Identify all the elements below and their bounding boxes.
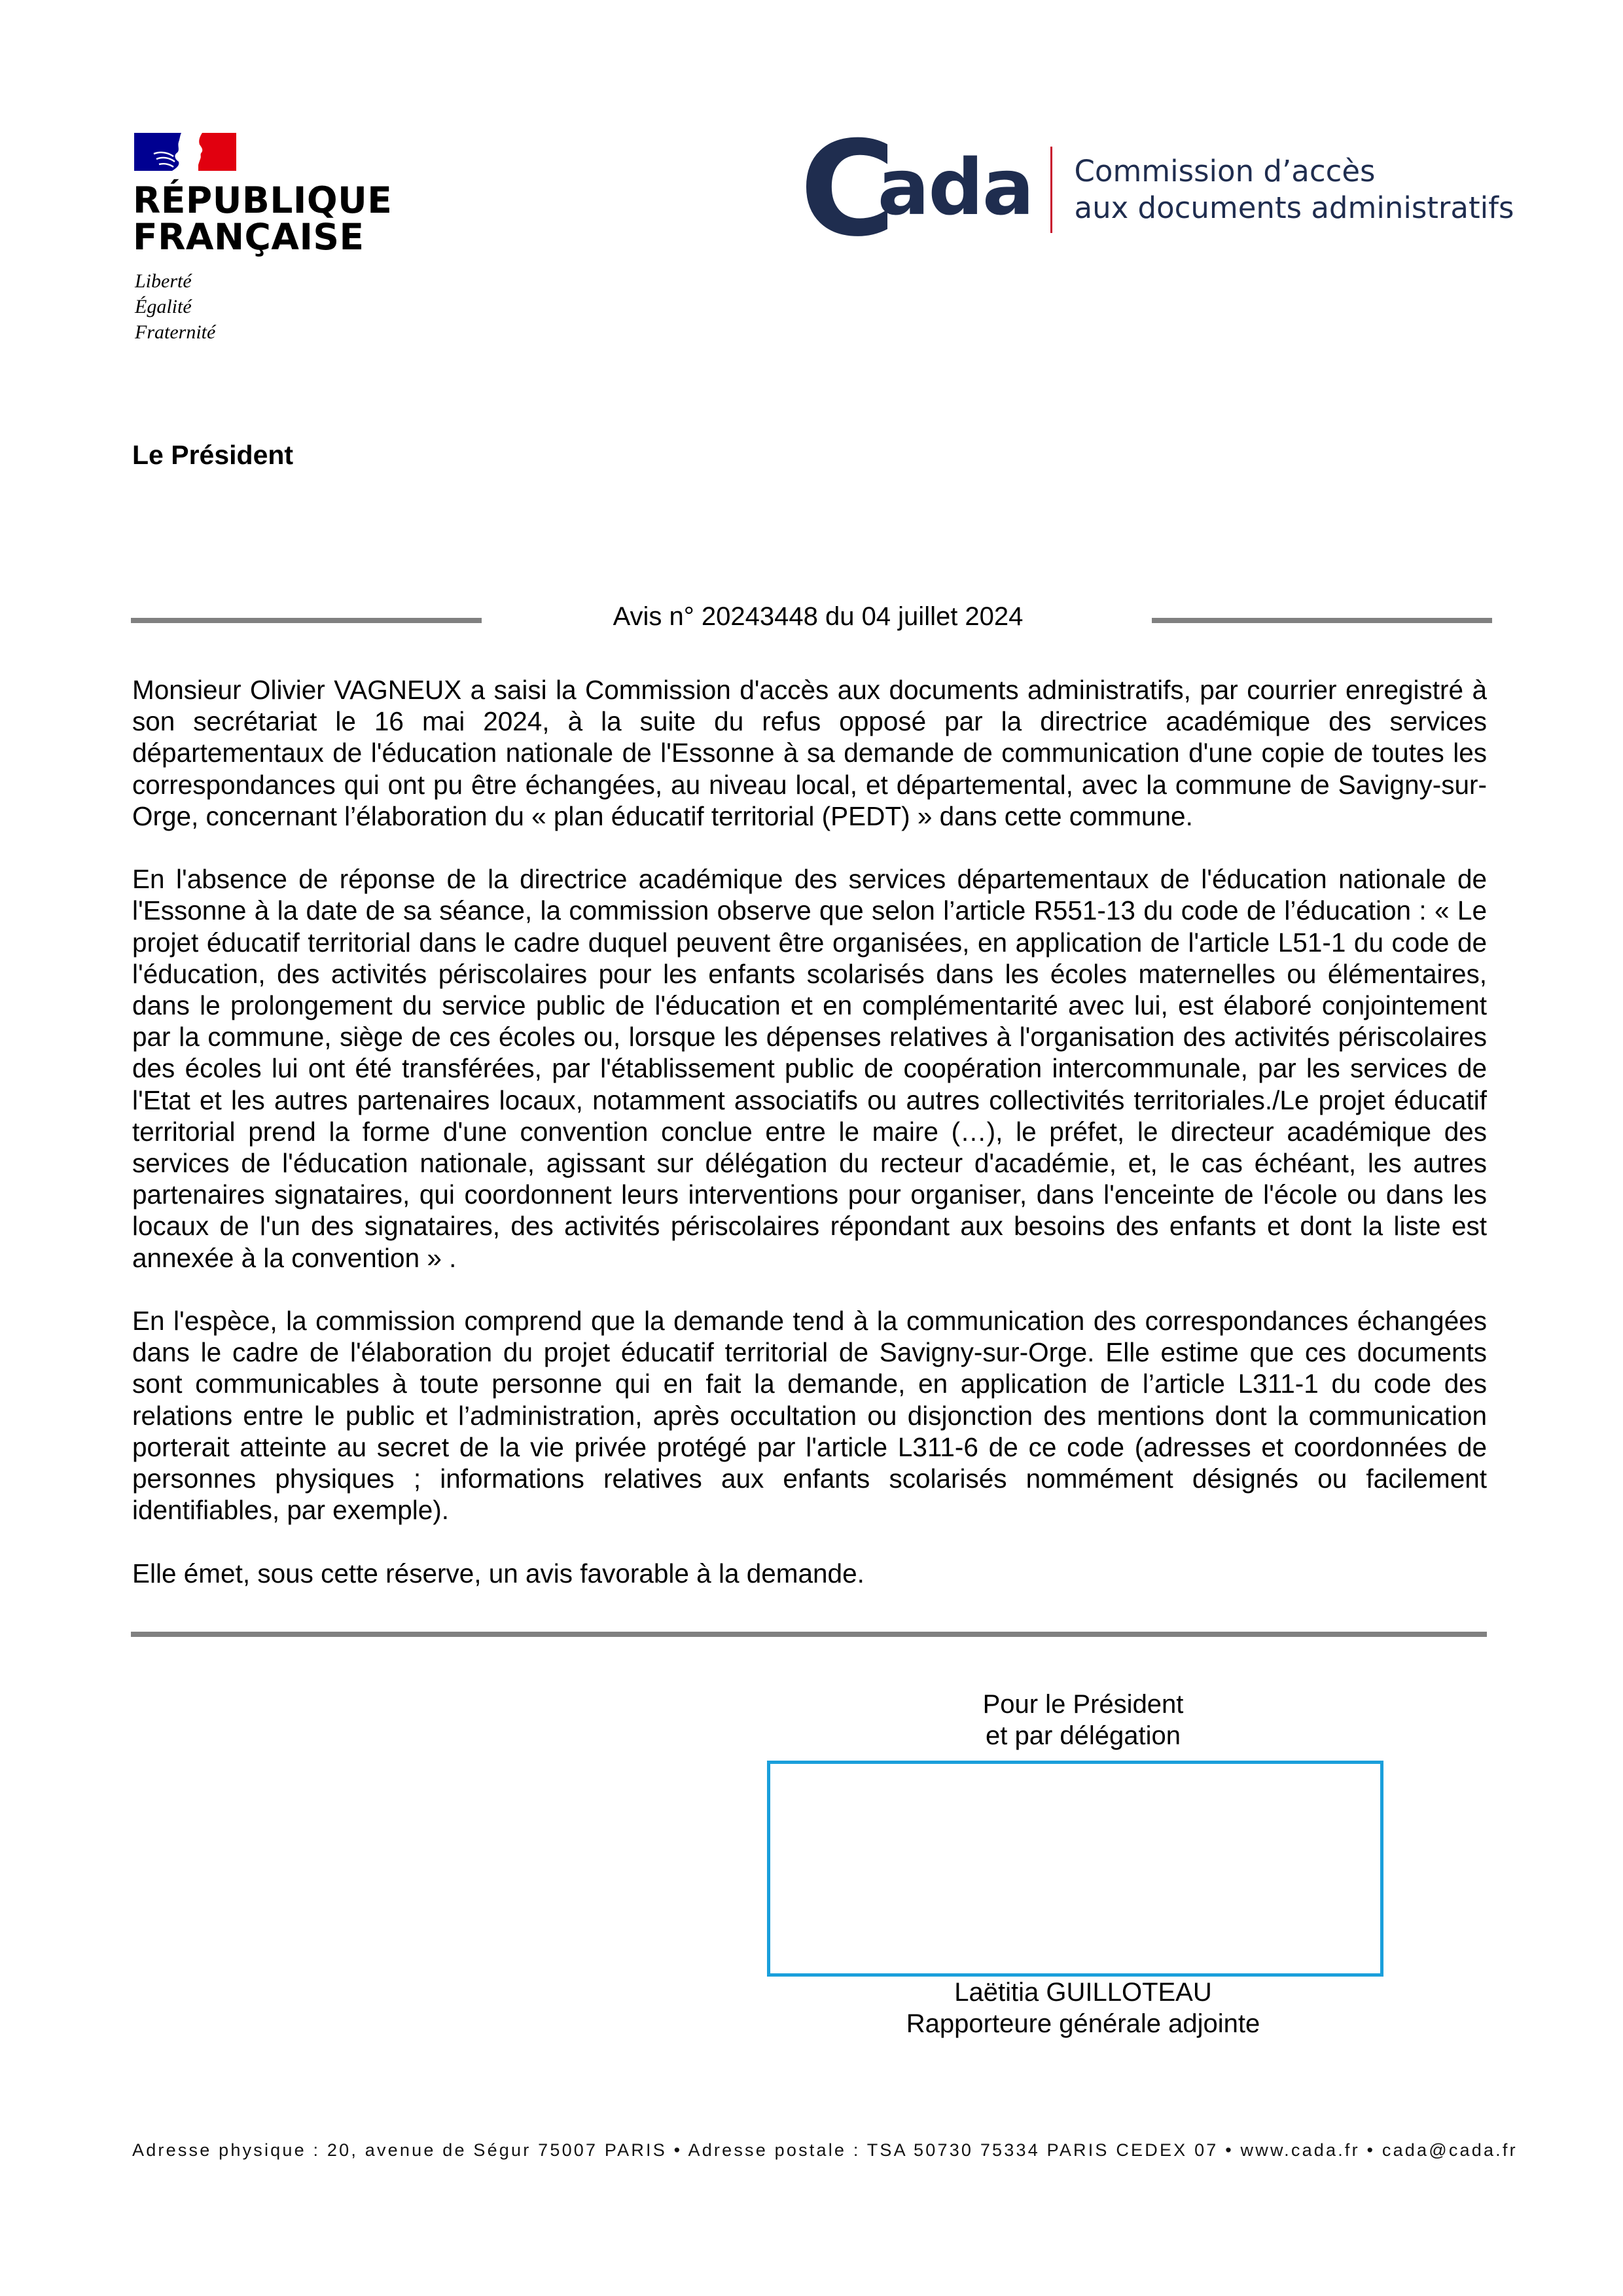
paragraph-conclusion: Elle émet, sous cette réserve, un avis favorable à la demande.	[132, 1558, 865, 1588]
body-end-rule	[131, 1632, 1487, 1637]
cada-logo-c: C	[800, 113, 889, 266]
avis-title: Avis n° 20243448 du 04 juillet 2024	[613, 602, 1024, 631]
footer-address: Adresse physique : 20, avenue de Ségur 75007 PARIS • Adresse postale : TSA 50730 75334 PARIS CEDEX 07 • www.cada.fr • cada@cada.fr	[132, 2140, 1518, 2160]
signature-box	[767, 1761, 1383, 1977]
signatory-title: Rapporteure générale adjointe	[906, 2009, 1260, 2038]
republique-francaise-wordmark	[133, 179, 393, 258]
signatory-name: Laëtitia GUILLOTEAU	[954, 1978, 1212, 2007]
marianne-flag-logo	[134, 133, 236, 171]
republique-motto	[135, 268, 215, 345]
motto-fraternite: Fraternité	[135, 321, 216, 343]
cada-logo	[800, 113, 1514, 266]
paragraph-legal-context: En l'absence de réponse de la directrice académique des services départementaux de l'éducation nationale de l'Essonne à la date de sa séance, la commission observe que selon l’article R551-13 du code de l’éducation : « Le projet éducatif territorial dans le cadre duquel peuvent être organisées, en application de l'article L51-1 du code de l'éducation, des activités périscolaires pour les enfants scolarisés dans les écoles maternelles ou élémentaires, dans le prolongement du service public de l'éducation et en complémentarité avec lui, est élaboré conjointement par la commune, siège de ces écoles ou, lorsque les dépenses relatives à l'organisation des activités périscolaires des écoles lui ont été transférées, par l'établissement public de coopération intercommunale, par les services de l'Etat et les autres partenaires locaux, notamment associatifs ou autres collectivités territoriales./Le projet éducatif territorial prend la forme d'une convention conclue entre le maire (…), le préfet, le directeur académique des services de l'éducation nationale, agissant sur délégation du recteur d'académie, et, le cas échéant, les autres partenaires signataires, qui coordonnent leurs interventions pour organiser, dans l'enceinte de l'école ou dans les locaux de l'un des signataires, des activités périscolaires répondant aux besoins des enfants et dont la liste est annexée à la convention » .	[132, 864, 1487, 1273]
cada-full-name-line1: Commission d’accès	[1074, 154, 1376, 188]
paragraph-saisine: Monsieur Olivier VAGNEUX a saisi la Commission d'accès aux documents administratifs, par courrier enregistré à son secrétariat le 16 mai 2024, à la suite du refus opposé par la directrice académique des services départementaux de l'éducation nationale de l'Essonne à sa demande de communication d'une copie de toutes les correspondances qui ont pu être échangées, au niveau local, et départemental, avec la commune de Savigny-sur-Orge, concernant l’élaboration du « plan éducatif territorial (PEDT) » dans cette commune.	[132, 675, 1487, 831]
cada-full-name	[1075, 153, 1514, 226]
title-rule-right	[1152, 618, 1492, 623]
avis-body	[132, 674, 1487, 1621]
signature-intro-line2: et par délégation	[985, 1721, 1181, 1750]
paragraph-analysis: En l'espèce, la commission comprend que la demande tend à la communication des correspondances échangées dans le cadre de l'élaboration du projet éducatif territorial de Savigny-sur-Orge. Elle estime que ces documents sont communicables à toute personne qui en fait la demande, en application de l’article L311-1 du code des relations entre le public et l’administration, après occultation ou disjonction des mentions dont la communication porterait atteinte au secret de la vie privée protégé par l'article L311-6 de ce code (adresses et coordonnées de personnes physiques ; informations relatives aux enfants scolarisés nommément désignés ou facilement identifiables, par exemple).	[132, 1306, 1487, 1526]
signature-intro-line1: Pour le Président	[982, 1690, 1184, 1719]
motto-egalite: Égalité	[135, 296, 192, 317]
motto-liberte: Liberté	[135, 270, 192, 292]
title-rule-left	[131, 618, 482, 623]
francaise-line: FRANÇAISE	[133, 216, 365, 258]
signatory	[772, 1977, 1394, 2039]
cada-logo-separator	[1050, 147, 1052, 233]
cada-wordmark	[800, 113, 1033, 266]
republique-line: RÉPUBLIQUE	[133, 179, 393, 221]
signature-intro	[772, 1689, 1394, 1751]
cada-full-name-line2: aux documents administratifs	[1074, 190, 1514, 225]
marianne-icon	[134, 133, 236, 171]
cada-logo-ada: ada	[877, 142, 1033, 232]
sender-heading: Le Président	[132, 440, 294, 470]
